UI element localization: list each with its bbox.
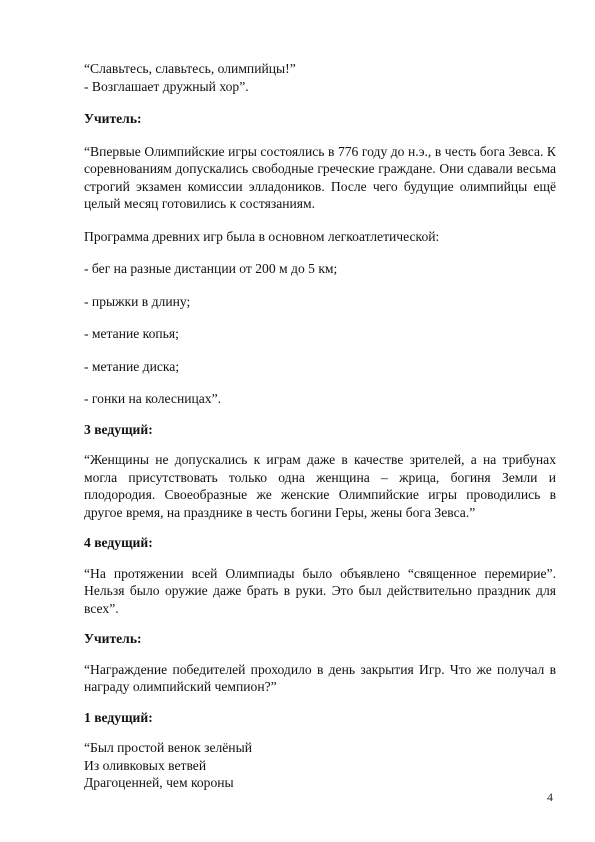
speaker-heading: Учитель: (84, 111, 142, 126)
paragraph: “Впервые Олимпийские игры состоялись в 776 году до н.э., в честь бога Зевса. К соревнованиям допускались свободные греческие граждане. Они сдавали весьма строгий экзамен комиссии элладоников. После чего будущие олимпийцы ещё целый месяц готовились к состязаниям. (84, 143, 556, 211)
speaker-heading: 1 ведущий: (84, 709, 153, 725)
paragraph: “На протяжении всей Олимпиады было объявлено “священное перемирие”. Нельзя было оружие даже брать в руки. Это был действительно праздник для всех”. (84, 565, 556, 616)
speaker-heading: 4 ведущий: (84, 535, 153, 550)
verse-line: - Возглашает дружный хор”. (84, 78, 249, 94)
list-item: - бег на разные дистанции от 200 м до 5 км; (84, 261, 338, 276)
paragraph: Программа древних игр была в основном легкоатлетической: (84, 228, 440, 244)
paragraph: “Награждение победителей проходило в день закрытия Игр. Что же получал в награду олимпийский чемпион?” (84, 661, 556, 694)
list-item: - метание диска; (84, 358, 180, 374)
verse-line: Из оливковых ветвей (84, 757, 207, 773)
page-number: 4 (547, 790, 553, 804)
list-item: - гонки на колесницах”. (84, 391, 222, 406)
speaker-heading: 3 ведущий: (84, 421, 153, 437)
verse-line: “Был простой венок зелёный (84, 740, 252, 755)
page-content (84, 60, 556, 792)
verse-block (84, 739, 556, 792)
verse-line: Драгоценней, чем короны (84, 775, 234, 790)
paragraph: “Женщины не допускались к играм даже в качестве зрителей, а на трибунах могла присутствовать только одна женщина – жрица, богиня Земли и плодородия. Своеобразные же женские Олимпийские игры проводились в другое время, на празднике в честь богини Геры, жены бога Зевса.” (84, 452, 556, 520)
verse-block (84, 60, 556, 95)
list-item: - метание копья; (84, 326, 179, 341)
speaker-heading: Учитель: (84, 631, 142, 646)
list-item: - прыжки в длину; (84, 293, 191, 309)
verse-line: “Славьтесь, славьтесь, олимпийцы!” (84, 61, 296, 76)
